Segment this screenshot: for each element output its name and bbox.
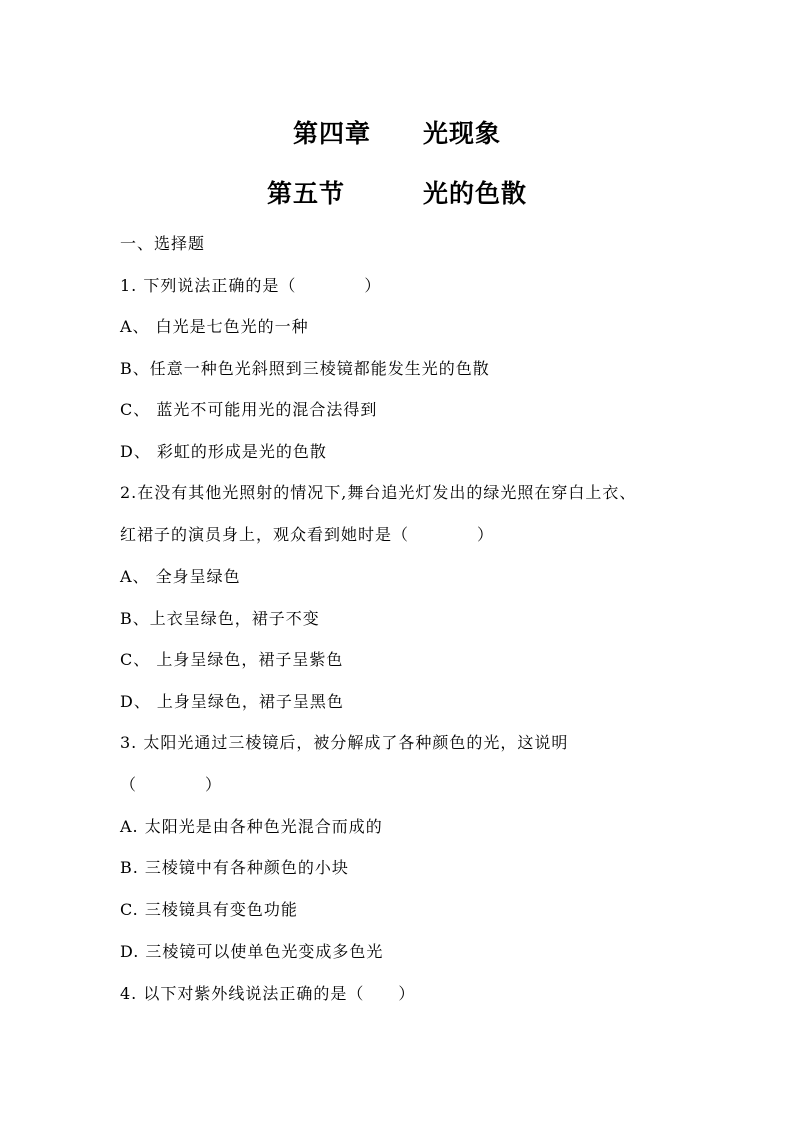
question-3-option-c: C. 三棱镜具有变色功能	[120, 900, 298, 919]
question-3-stem-line-2: （ ）	[120, 775, 223, 794]
chapter-title: 第四章 光现象	[292, 119, 501, 148]
question-2-option-c: C、 上身呈绿色，裙子呈紫色	[120, 650, 344, 669]
question-2-option-d: D、 上身呈绿色，裙子呈黑色	[120, 692, 344, 711]
question-1-option-c: C、 蓝光不可能用光的混合法得到	[120, 400, 378, 419]
section-heading: 一、选择题	[120, 234, 206, 253]
question-1-option-d: D、 彩虹的形成是光的色散	[120, 442, 327, 461]
section-title: 第五节 光的色散	[266, 179, 527, 208]
question-2-stem-line-2: 红裙子的演员身上，观众看到她时是（ ）	[120, 525, 495, 544]
question-3-option-b: B. 三棱镜中有各种颜色的小块	[120, 858, 349, 877]
question-2-stem-line-1: 2.在没有其他光照射的情况下,舞台追光灯发出的绿光照在穿白上衣、	[120, 483, 637, 502]
question-1-option-a: A、 白光是七色光的一种	[120, 317, 309, 336]
question-3-option-a: A. 太阳光是由各种色光混合而成的	[120, 817, 383, 836]
question-3-option-d: D. 三棱镜可以使单色光变成多色光	[120, 942, 384, 961]
question-3-stem-line-1: 3. 太阳光通过三棱镜后，被分解成了各种颜色的光，这说明	[120, 733, 569, 752]
question-1-stem: 1. 下列说法正确的是（ ）	[120, 276, 382, 295]
question-1-option-b: B、任意一种色光斜照到三棱镜都能发生光的色散	[120, 359, 490, 378]
question-4-stem: 4. 以下对紫外线说法正确的是（ ）	[120, 984, 416, 1003]
question-2-option-b: B、上衣呈绿色，裙子不变	[120, 609, 320, 628]
question-2-option-a: A、 全身呈绿色	[120, 567, 241, 586]
